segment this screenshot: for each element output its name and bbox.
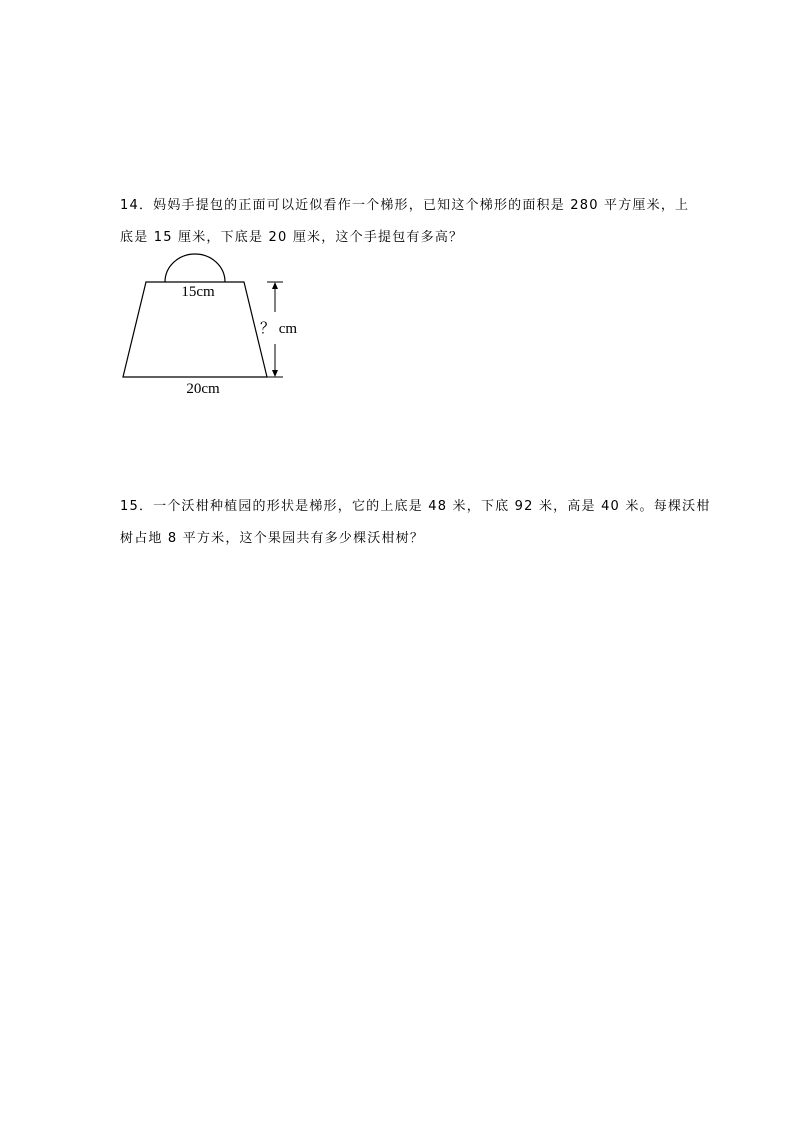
top-base-label: 15cm bbox=[181, 284, 215, 300]
height-arrowhead-up bbox=[272, 282, 278, 289]
question-15-line-1: 15．一个沃柑种植园的形状是梯形，它的上底是 48 米，下底 92 米，高是 40 米。每棵沃柑 bbox=[120, 499, 711, 514]
question-14 bbox=[120, 190, 690, 254]
handbag-trapezoid-figure bbox=[110, 248, 310, 403]
question-14-line-2: 底是 15 厘米，下底是 20 厘米，这个手提包有多高？ bbox=[120, 230, 464, 245]
question-15-line-2: 树占地 8 平方米，这个果园共有多少棵沃柑树？ bbox=[120, 531, 425, 546]
bottom-base-label: 20cm bbox=[186, 381, 220, 397]
height-arrowhead-down bbox=[272, 370, 278, 377]
handbag-handle bbox=[165, 254, 225, 282]
height-label: ？ cm bbox=[260, 321, 298, 337]
question-15 bbox=[120, 491, 711, 555]
question-14-line-1: 14．妈妈手提包的正面可以近似看作一个梯形，已知这个梯形的面积是 280 平方厘米，上 bbox=[120, 198, 690, 213]
